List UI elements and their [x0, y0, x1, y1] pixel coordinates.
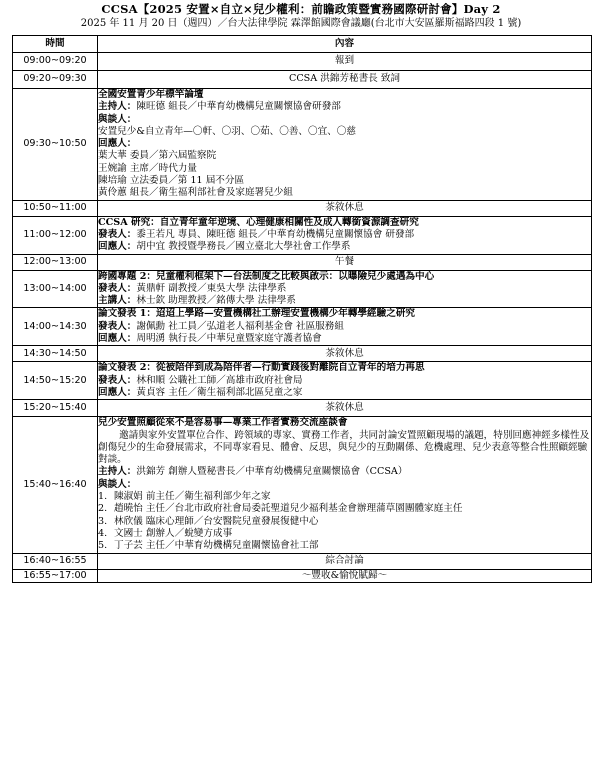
time-cell: 09:00~09:20	[13, 53, 98, 71]
list-number: 5.	[98, 540, 108, 552]
schedule-row	[13, 200, 592, 216]
line-label: 與談人：	[98, 478, 137, 490]
line-text: 陳旺德 組長／中華育幼機構兒童關懷協會研發部	[136, 101, 341, 113]
session-details	[98, 216, 592, 254]
line-label: 主持人：	[98, 101, 137, 113]
line-text: 文國士 創辦人／蛻變方成事	[114, 527, 233, 539]
line-label: 論文發表 1：迢迢上學路—安置機構社工辦理安置機構少年轉學經驗之研究	[98, 308, 416, 320]
session-line	[98, 466, 591, 478]
line-text: 丁子芸 主任／中華育幼機構兒童關懷協會社工部	[114, 540, 319, 552]
session-line	[98, 271, 591, 283]
schedule-row	[13, 553, 592, 569]
line-label: 回應人：	[98, 138, 137, 150]
line-text: 葉大華 委員／第六屆監察院	[98, 150, 217, 162]
session-cell: 綜合討論	[98, 553, 592, 569]
time-cell: 09:20~09:30	[13, 71, 98, 89]
line-text: 林士欽 助理教授／銘傳大學 法律學系	[136, 295, 296, 307]
line-text: 王婉諭 主席／時代力量	[98, 162, 197, 174]
line-text: 黍王若凡 專員、陳旺德 組長／中華育幼機構兒童關懷協會 研發部	[136, 228, 415, 240]
line-text: 周明湧 執行長／中華兒童暨家庭守護者協會	[136, 333, 322, 345]
session-line	[98, 241, 591, 253]
session-line	[98, 540, 591, 552]
time-cell: 15:20~15:40	[13, 400, 98, 417]
session-details	[98, 362, 592, 400]
time-cell: 14:00~14:30	[13, 308, 98, 346]
schedule-row	[13, 362, 592, 400]
session-line	[98, 150, 591, 162]
session-line	[98, 479, 591, 491]
line-text: 胡中宜 教授暨學務長／國立臺北大學社會工作學系	[136, 241, 351, 253]
line-text: 洪錦芳 創辦人暨秘書長／中華育幼機構兒童關懷協會（CCSA）	[136, 466, 408, 478]
schedule-row	[13, 53, 592, 71]
session-details	[98, 417, 592, 553]
line-label: 回應人：	[98, 333, 137, 345]
line-label: 兒少安置照顧從來不是容易事—專業工作者實務交流座談會	[98, 417, 348, 429]
session-line	[98, 417, 591, 429]
schedule-row	[13, 254, 592, 270]
header-content: 內容	[98, 36, 592, 53]
session-cell: 茶敘休息	[98, 400, 592, 417]
schedule-row	[13, 216, 592, 254]
list-number: 3.	[98, 515, 108, 527]
session-line	[98, 138, 591, 150]
session-line	[98, 491, 591, 503]
line-label: 發表人：	[98, 282, 137, 294]
schedule-row	[13, 400, 592, 417]
session-line	[98, 89, 591, 101]
list-number: 2.	[98, 503, 108, 515]
session-line	[98, 308, 591, 320]
line-label: 主持人：	[98, 466, 137, 478]
line-label: 回應人：	[98, 241, 137, 253]
time-cell: 14:30~14:50	[13, 346, 98, 362]
line-label: 發表人：	[98, 320, 137, 332]
time-cell: 16:55~17:00	[13, 569, 98, 582]
session-line	[98, 503, 591, 515]
schedule-table	[12, 35, 592, 583]
session-cell: 茶敘休息	[98, 346, 592, 362]
session-details	[98, 270, 592, 308]
schedule-row	[13, 89, 592, 201]
session-description: 邀請與家外安置單位合作、跨領域的專家、實務工作者，共同討論安置照顧現場的議題，特別回應神經多樣性及創傷兒少的生命發展需求，不同專家看見、體會、反思，與兒少的互動關係、危機處理、兒少表意等整合性照顧經驗對談。	[98, 429, 590, 466]
line-label: 回應人：	[98, 386, 137, 398]
session-line	[98, 114, 591, 126]
session-line	[98, 362, 591, 374]
line-text: 黃鼎軒 副教授／東吳大學 法律學系	[136, 282, 287, 294]
time-cell: 11:00~12:00	[13, 216, 98, 254]
line-label: 跨國專題 2：兒童權利框架下—台法制度之比較與啟示：以曝險兒少處遇為中心	[98, 270, 435, 282]
line-label: 論文發表 2：從被陪伴到成為陪伴者—行動實踐後對離院自立青年的培力再思	[98, 362, 425, 374]
session-line	[98, 175, 591, 187]
line-label: 全國安置青少年標竿論壇	[98, 89, 204, 100]
line-label: 發表人：	[98, 374, 137, 386]
session-line	[98, 283, 591, 295]
line-label: CCSA 研究：自立青年童年逆境、心理健康相關性及成人轉銜資源調查研究	[98, 216, 419, 228]
line-label: 主講人：	[98, 295, 137, 307]
session-line	[98, 375, 591, 387]
time-cell: 12:00~13:00	[13, 254, 98, 270]
time-cell: 16:40~16:55	[13, 553, 98, 569]
document-subtitle: 2025 年 11 月 20 日（週四）／台大法律學院 霖澤館國際會議廳(台北市大安區羅斯福路四段 1 號)	[80, 18, 522, 29]
time-cell: 09:30~10:50	[13, 89, 98, 201]
document-title: CCSA【2025 安置×自立×兒少權利：前瞻政策暨實務國際研討會】Day 2	[101, 2, 501, 16]
session-cell: CCSA 洪錦芳秘書長 致詞	[98, 71, 592, 89]
time-cell: 14:50~15:20	[13, 362, 98, 400]
session-line	[98, 163, 591, 175]
session-line	[98, 229, 591, 241]
table-header-row	[13, 36, 592, 53]
session-line	[98, 387, 591, 399]
session-line	[98, 333, 591, 345]
header-time: 時間	[13, 36, 98, 53]
session-cell: ～豐收&愉悅賦歸～	[98, 569, 592, 582]
schedule-row	[13, 308, 592, 346]
line-text: 黃伶蕙 組長／衛生福利部社會及家庭署兒少組	[98, 187, 293, 199]
list-number: 4.	[98, 527, 108, 539]
schedule-row	[13, 569, 592, 582]
time-cell: 10:50~11:00	[13, 200, 98, 216]
schedule-row	[13, 346, 592, 362]
session-line	[98, 295, 591, 307]
schedule-row	[13, 270, 592, 308]
line-text: 趙曉怡 主任／台北市政府社會局委託聖道兒少福利基金會辦理蒲草園團體家庭主任	[114, 503, 463, 515]
schedule-row	[13, 417, 592, 553]
line-text: 林欣儀 臨床心理師／台安醫院兒童發展復健中心	[114, 515, 319, 527]
session-details	[98, 89, 592, 201]
list-number: 1.	[98, 491, 108, 503]
line-text: 林和順 公職社工師／高雄市政府社會局	[136, 374, 303, 386]
time-cell: 13:00~14:00	[13, 270, 98, 308]
session-line	[98, 321, 591, 333]
line-text: 謝佩勳 社工員／弘道老人福利基金會 社區服務組	[136, 320, 344, 332]
session-line	[98, 187, 591, 199]
line-text: 陳淑娟 前主任／衛生福利部少年之家	[114, 491, 271, 503]
line-text: 陳培瑜 立法委員／第 11 屆不分區	[98, 175, 245, 187]
line-label: 發表人：	[98, 228, 137, 240]
session-line	[98, 101, 591, 113]
session-cell: 茶敘休息	[98, 200, 592, 216]
session-details	[98, 308, 592, 346]
session-line	[98, 217, 591, 229]
session-line	[98, 126, 591, 138]
schedule-row	[13, 71, 592, 89]
line-label: 與談人：	[98, 113, 137, 125]
time-cell: 15:40~16:40	[13, 417, 98, 553]
session-cell: 午餐	[98, 254, 592, 270]
line-text: 黃貞容 主任／衛生福利部北區兒童之家	[136, 386, 303, 398]
session-line	[98, 528, 591, 540]
session-line	[98, 516, 591, 528]
session-cell: 報到	[98, 53, 592, 71]
line-text: 安置兒少&自立青年—〇軒、〇羽、〇茹、〇善、〇宜、〇慈	[98, 125, 356, 137]
